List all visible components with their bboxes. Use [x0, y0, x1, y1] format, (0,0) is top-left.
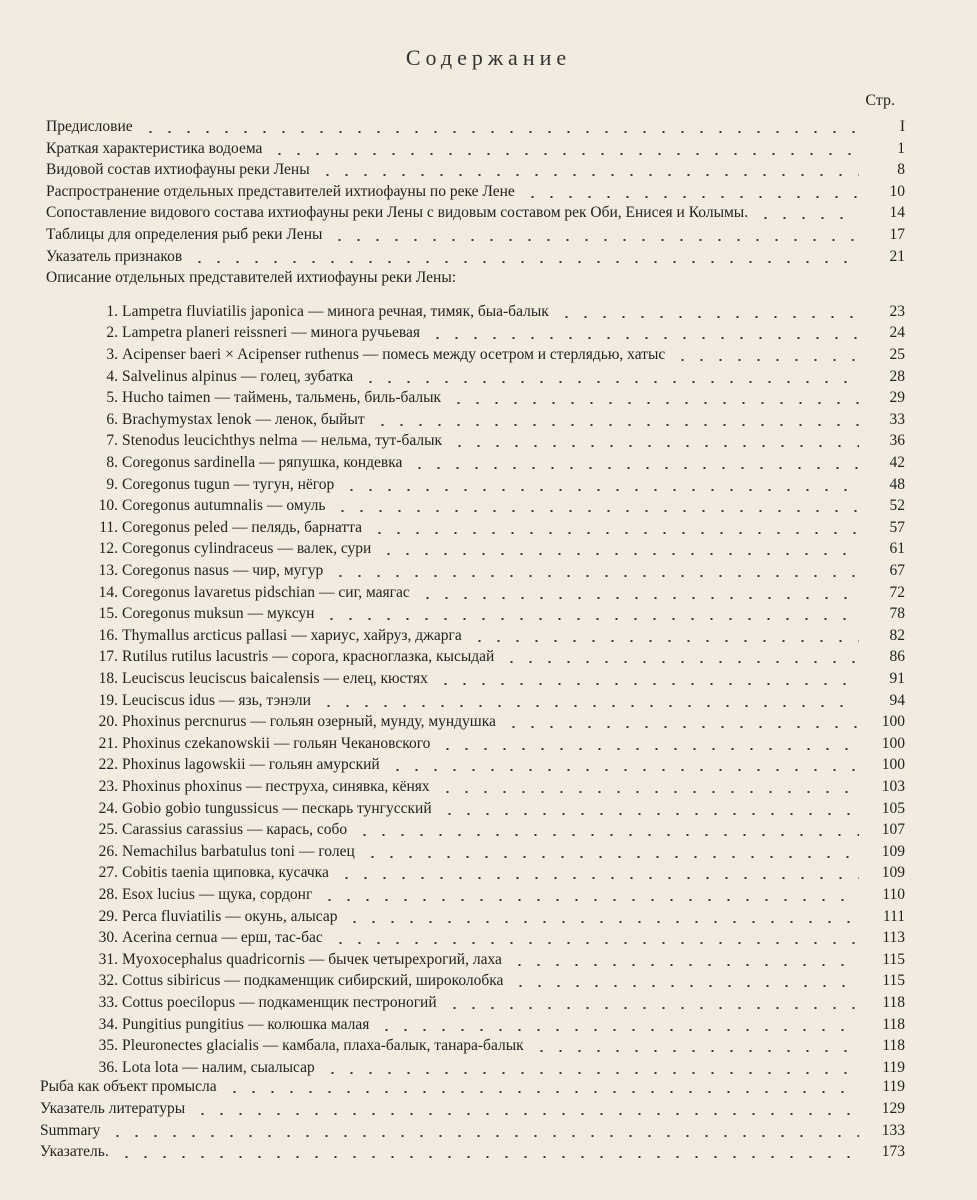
common-names: — пеструха, синявка, кёнях: [242, 778, 430, 795]
common-names: — гольян Чекановского: [270, 734, 431, 752]
common-names: — ерш, тас-бас: [217, 929, 323, 947]
latin-name: Coregonus muksun: [122, 605, 244, 623]
page-number: 100: [881, 756, 905, 774]
latin-name: Lampetra planeri reissneri: [122, 324, 288, 342]
entry-title: Указатель.: [40, 1143, 109, 1161]
dot-leader: [438, 748, 859, 750]
toc-entry: [96, 343, 905, 365]
page-number: 103: [881, 778, 905, 795]
entry-number: 1.: [106, 302, 118, 320]
page-number: 129: [881, 1100, 905, 1117]
entry-number: 7.: [106, 432, 118, 450]
page-number: 1: [897, 139, 905, 157]
latin-name: Rutilus rutilus lacustris: [122, 648, 269, 666]
dot-leader: [449, 402, 859, 404]
page-number: 115: [882, 972, 905, 990]
species-entry: [96, 604, 314, 624]
toc-entry: [96, 645, 905, 667]
species-entry: [96, 518, 362, 538]
entry-number: 12.: [98, 540, 118, 558]
dot-leader: [428, 337, 859, 339]
latin-name: Leuciscus leuciscus baicalensis: [122, 670, 320, 687]
dot-leader: [363, 856, 859, 858]
dot-leader: [320, 899, 859, 901]
dot-leader: [440, 813, 859, 815]
entry-number: 17.: [98, 648, 118, 666]
toc-entry: [96, 818, 905, 840]
common-names: — тугун, нёгор: [229, 475, 335, 493]
toc-entry: [96, 948, 905, 970]
entry-number: 16.: [98, 626, 118, 644]
common-names: — подкаменщик пестроногий: [235, 994, 437, 1011]
toc-entry: [96, 926, 905, 948]
entry-number: 36.: [98, 1058, 118, 1076]
dot-leader: [377, 1029, 859, 1031]
dot-leader: [323, 1072, 859, 1074]
toc-entry: [96, 991, 905, 1013]
toc-entry: [46, 245, 905, 267]
common-names: — голец: [295, 842, 355, 860]
entry-number: 18.: [98, 670, 118, 687]
common-names: — пелядь, барнатта: [228, 518, 363, 536]
page-number: 48: [889, 475, 905, 493]
dot-leader: [322, 618, 859, 620]
page-number: 109: [881, 842, 905, 860]
latin-name: Coregonus cylindraceus: [122, 540, 274, 558]
species-entry: [96, 475, 334, 495]
common-names: — таймень, тальмень, биль-балык: [210, 389, 442, 407]
toc-entry: [96, 1013, 905, 1035]
dot-leader: [511, 985, 859, 987]
toc-entry: [96, 753, 905, 775]
dot-leader: [756, 217, 859, 219]
entry-number: 6.: [106, 410, 118, 428]
toc-entry: [96, 797, 905, 819]
species-entry: [96, 928, 323, 948]
species-entry: [96, 669, 428, 689]
common-names: — минога речная, тимяк, быа-балык: [303, 302, 549, 320]
dot-leader: [438, 791, 859, 793]
species-entry: [96, 410, 365, 430]
common-names: — ряпушка, кондевка: [255, 454, 403, 471]
common-names: — бычек четырехрогий, лаха: [304, 950, 502, 968]
entry-number: 31.: [98, 950, 118, 968]
latin-name: Leuciscus idus: [122, 691, 216, 709]
entry-title: Видовой состав ихтиофауны реки Лены: [46, 161, 310, 179]
entry-title: Распространение отдельных представителей ихтиофауны по реке Лене: [46, 182, 515, 200]
page-column-header: Стр.: [865, 92, 895, 109]
species-entry: [96, 539, 371, 559]
page-number: 52: [889, 497, 905, 515]
dot-leader: [373, 424, 859, 426]
common-names: — нельма, тут-балык: [297, 432, 443, 450]
page-number: 17: [889, 226, 905, 243]
toc-entry: [46, 137, 905, 159]
entry-number: 2.: [106, 324, 118, 342]
page-number: 24: [889, 324, 905, 342]
common-names: — язь, тэнэли: [215, 691, 311, 709]
entry-number: 21.: [98, 734, 118, 752]
page-number: 94: [889, 691, 905, 709]
latin-name: Coregonus tugun: [122, 475, 230, 493]
page-number: 113: [882, 929, 905, 947]
common-names: — омуль: [263, 497, 326, 515]
toc-entry: [96, 732, 905, 754]
dot-leader: [445, 1007, 859, 1009]
entry-number: 5.: [106, 389, 118, 407]
common-names: — голец, зубатка: [237, 367, 354, 385]
common-names: — ленок, быйыт: [251, 410, 365, 428]
toc-entry: [46, 180, 905, 202]
page-number: 91: [889, 670, 905, 687]
toc-entry: [96, 473, 905, 495]
page-number: 33: [889, 410, 905, 428]
dot-leader: [370, 532, 859, 534]
dot-leader: [379, 553, 859, 555]
entry-number: 24.: [98, 799, 118, 817]
dot-leader: [523, 196, 859, 198]
latin-name: Myoxocephalus quadricornis: [122, 950, 305, 968]
page-title: Содержание: [405, 45, 572, 70]
page-number: 118: [882, 1037, 905, 1055]
page-number: 110: [882, 886, 905, 903]
page-number: 133: [881, 1121, 905, 1139]
entry-number: 25.: [98, 821, 118, 839]
latin-name: Brachymystax lenok: [122, 410, 252, 428]
page-number: 82: [889, 626, 905, 644]
toc-entry: [96, 905, 905, 927]
latin-name: Coregonus sardinella: [122, 454, 256, 471]
species-entry: [96, 799, 432, 819]
toc-entry: [96, 840, 905, 862]
entry-number: 4.: [106, 367, 118, 385]
page-number: 14: [889, 204, 905, 222]
species-entry: [96, 863, 329, 883]
toc-entry: [96, 408, 905, 430]
toc-entry: [46, 223, 905, 245]
page-number: 86: [889, 648, 905, 666]
entry-number: 28.: [98, 886, 118, 903]
page-number: 100: [881, 734, 905, 752]
latin-name: Esox lucius: [122, 886, 195, 903]
dot-leader: [108, 1135, 859, 1137]
entry-title: Краткая характеристика водоема: [46, 139, 263, 157]
dot-leader: [410, 467, 859, 469]
species-entry: [96, 388, 441, 408]
latin-name: Cobitis taenia: [122, 864, 210, 882]
species-entry: [96, 561, 323, 581]
latin-name: Coregonus autumnalis: [122, 497, 264, 515]
dot-leader: [502, 661, 859, 663]
species-entry: [96, 1015, 369, 1035]
latin-name: Nemachilus barbatulus toni: [122, 842, 296, 860]
dot-leader: [361, 381, 859, 383]
toc-entry: [96, 537, 905, 559]
common-names: — сорога, красноглазка, кысыдай: [268, 648, 495, 666]
page-number: 72: [889, 583, 905, 601]
common-names: — минога ручьевая: [287, 324, 420, 342]
latin-name: Salvelinus alpinus: [122, 367, 238, 385]
dot-leader: [342, 489, 859, 491]
latin-name: Coregonus nasus: [122, 562, 229, 579]
latin-name: Gobio gobio tungussicus: [122, 799, 279, 817]
entry-number: 10.: [98, 497, 118, 515]
species-entry: [96, 691, 311, 711]
toc-entry: [96, 300, 905, 322]
page-number: 119: [882, 1078, 905, 1096]
common-names: — пескарь тунгусский: [278, 799, 432, 817]
dot-leader: [510, 964, 859, 966]
latin-name: Lampetra fluviatilis japonica: [122, 302, 304, 320]
dot-leader: [418, 597, 859, 599]
page-number: 36: [889, 432, 905, 450]
latin-name: Coregonus peled: [122, 518, 229, 536]
entry-number: 23.: [98, 778, 118, 795]
toc-entry: [96, 516, 905, 538]
species-entry: [96, 345, 665, 365]
toc-entry: [96, 969, 905, 991]
entry-title: Таблицы для определения рыб реки Лены: [46, 226, 323, 243]
dot-leader: [355, 834, 859, 836]
page-number: 67: [889, 562, 905, 579]
page-number: I: [899, 118, 905, 135]
common-names: — гольян амурский: [245, 756, 380, 774]
dot-leader: [331, 575, 859, 577]
entry-number: 14.: [98, 583, 118, 601]
latin-name: Perca fluviatilis: [122, 907, 222, 925]
dot-leader: [193, 1113, 859, 1115]
entry-title: Предисловие: [46, 118, 133, 135]
species-entry: [96, 626, 462, 646]
dot-leader: [141, 131, 859, 133]
species-entry: [96, 820, 347, 840]
dot-leader: [333, 510, 859, 512]
common-names: — помесь между осетром и стерлядью, хатыс: [359, 346, 666, 363]
entry-number: 15.: [98, 605, 118, 623]
species-entry: [96, 842, 355, 862]
species-entry: [96, 496, 325, 516]
latin-name: Pungitius pungitius: [122, 1015, 245, 1033]
toc-entry: [46, 158, 905, 180]
page-number: 10: [889, 182, 905, 200]
entry-title: Сопоставление видового состава ихтиофауны реки Лены с видовым составом рек Оби, Енисея и Колымы.: [46, 204, 749, 222]
page-number: 42: [889, 454, 905, 471]
species-entry: [96, 971, 503, 991]
entry-number: 32.: [98, 972, 118, 990]
dot-leader: [532, 1050, 859, 1052]
dot-leader: [436, 683, 859, 685]
page-number: 173: [881, 1143, 905, 1161]
page-number: 119: [882, 1058, 905, 1076]
page-number: 23: [889, 302, 905, 320]
toc-entry: [46, 201, 905, 223]
page-number: 111: [882, 907, 905, 925]
entry-number: 9.: [106, 475, 118, 493]
species-entry: [96, 777, 430, 797]
entry-number: 29.: [98, 907, 118, 925]
species-entry: [96, 755, 380, 775]
toc-entry: [96, 775, 905, 797]
common-names: — налим, сыалысар: [178, 1058, 315, 1076]
entry-title: Рыба как объект промысла: [40, 1078, 217, 1096]
dot-leader: [345, 921, 859, 923]
entry-number: 27.: [98, 864, 118, 882]
toc-entry: [96, 494, 905, 516]
toc-entry: [96, 581, 905, 603]
page-number: 25: [889, 346, 905, 363]
page-number: 57: [889, 518, 905, 536]
latin-name: Phoxinus lagowskii: [122, 756, 246, 774]
toc-entry: [96, 861, 905, 883]
species-entry: [96, 734, 430, 754]
entry-number: 34.: [98, 1015, 118, 1033]
latin-name: Coregonus lavaretus pidschian: [122, 583, 316, 601]
latin-name: Stenodus leucichthys nelma: [122, 432, 298, 450]
species-entry: [96, 302, 549, 322]
dot-leader: [337, 877, 859, 879]
latin-name: Hucho taimen: [122, 389, 211, 407]
latin-name: Phoxinus percnurus: [122, 713, 247, 731]
common-names: — валек, сури: [273, 540, 372, 558]
toc-entry: [96, 365, 905, 387]
entry-title: Описание отдельных представителей ихтиофауны реки Лены:: [46, 269, 457, 287]
page-number: 78: [889, 605, 905, 623]
toc-entry: [96, 710, 905, 732]
latin-name: Lota lota: [122, 1058, 179, 1076]
species-entry: [96, 712, 496, 732]
species-entry: [96, 323, 420, 343]
page-number: 29: [889, 389, 905, 407]
dot-leader: [388, 769, 859, 771]
toc-entry: [96, 602, 905, 624]
toc-entry: [40, 1075, 905, 1097]
toc-entry: [96, 883, 905, 905]
toc-entry: [96, 386, 905, 408]
species-entry: [96, 431, 442, 451]
entry-number: 30.: [98, 929, 118, 947]
entry-number: 19.: [98, 691, 118, 709]
page-number: 28: [889, 367, 905, 385]
species-entry: [96, 453, 402, 473]
latin-name: Cottus sibiricus: [122, 972, 221, 990]
dot-leader: [190, 261, 859, 263]
dot-leader: [330, 239, 859, 241]
common-names: — колюшка малая: [244, 1015, 370, 1033]
species-entry: [96, 993, 437, 1013]
common-names: — щука, сордонг: [195, 886, 313, 903]
page-number: 8: [897, 161, 905, 179]
toc-entry: [96, 429, 905, 451]
dot-leader: [450, 445, 859, 447]
latin-name: Carassius carassius: [122, 821, 244, 839]
common-names: — муксун: [243, 605, 315, 623]
toc-entry: [96, 689, 905, 711]
dot-leader: [319, 705, 859, 707]
entry-number: 20.: [98, 713, 118, 731]
entry-number: 13.: [98, 562, 118, 579]
entry-number: 3.: [106, 346, 118, 363]
common-names: — подкаменщик сибирский, широколобка: [220, 972, 504, 990]
latin-name: Acerina cernua: [122, 929, 218, 947]
toc-entry: [96, 1034, 905, 1056]
toc-entry: [40, 1097, 905, 1119]
dot-leader: [470, 640, 859, 642]
dot-leader: [557, 316, 859, 318]
toc-entry: [96, 321, 905, 343]
dot-leader: [117, 1156, 859, 1158]
toc-entry: [96, 667, 905, 689]
common-names: — камбала, плаха-балык, танара-балык: [258, 1037, 524, 1055]
latin-name: Acipenser baeri × Acipenser ruthenus: [122, 346, 360, 363]
dot-leader: [504, 726, 859, 728]
toc-entry: [40, 1140, 905, 1162]
entry-number: 8.: [106, 454, 118, 471]
common-names: — елец, кюстях: [319, 670, 428, 687]
latin-name: Cottus poecilopus: [122, 994, 236, 1011]
page-number: 115: [882, 950, 905, 968]
latin-name: Phoxinus czekanowskii: [122, 734, 271, 752]
toc-entry: [40, 1119, 905, 1141]
entry-number: 35.: [98, 1037, 118, 1055]
common-names: — хариус, хайруз, джарга: [287, 626, 462, 644]
latin-name: Phoxinus phoxinus: [122, 778, 243, 795]
dot-leader: [331, 942, 859, 944]
dot-leader: [318, 174, 859, 176]
toc-entry: [46, 115, 905, 137]
page-number: 61: [889, 540, 905, 558]
latin-name: Thymallus arcticus pallasi: [122, 626, 288, 644]
species-entry: [96, 885, 312, 905]
common-names: — чир, мугур: [228, 562, 324, 579]
page-number: 109: [881, 864, 905, 882]
entry-title: Указатель литературы: [40, 1100, 186, 1117]
entry-number: 11.: [99, 518, 118, 536]
page-number: 100: [881, 713, 905, 731]
dot-leader: [673, 359, 859, 361]
toc-entry: [96, 451, 905, 473]
page-number: 21: [889, 247, 905, 265]
common-names: — окунь, алысар: [221, 907, 338, 925]
latin-name: Pleuronectes glacialis: [122, 1037, 259, 1055]
dot-leader: [225, 1091, 859, 1093]
common-names: — карась, собо: [243, 821, 348, 839]
entry-number: 26.: [98, 842, 118, 860]
common-names: — гольян озерный, мунду, мундушка: [246, 713, 496, 731]
toc-entry: [96, 559, 905, 581]
page-number: 118: [882, 1015, 905, 1033]
species-entry: [96, 583, 410, 603]
species-entry: [96, 367, 353, 387]
species-entry: [96, 1036, 524, 1056]
species-entry: [96, 907, 337, 927]
entry-title: Указатель признаков: [46, 247, 183, 265]
species-entry: [96, 647, 494, 667]
toc-entry: [46, 266, 905, 288]
page-number: 118: [882, 994, 905, 1011]
entry-title: Summary: [40, 1121, 101, 1139]
page-number: 105: [881, 799, 905, 817]
toc-entry: [96, 624, 905, 646]
entry-number: 33.: [98, 994, 118, 1011]
common-names: — сиг, маягас: [315, 583, 410, 601]
entry-number: 22.: [98, 756, 118, 774]
dot-leader: [270, 153, 859, 155]
species-entry: [96, 950, 502, 970]
page-number: 107: [881, 821, 905, 839]
common-names: щиповка, кусачка: [209, 864, 329, 882]
